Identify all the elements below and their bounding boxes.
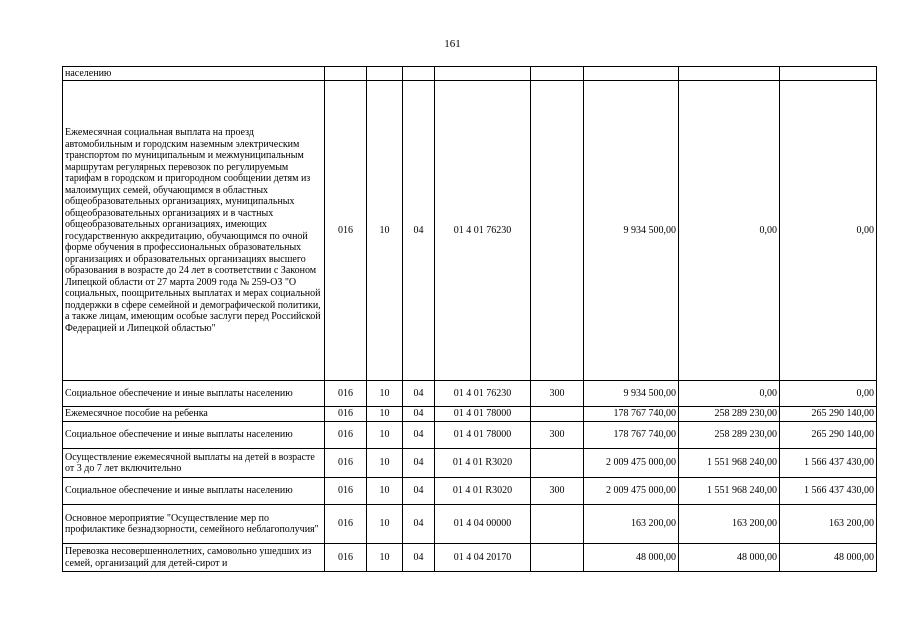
cell-section: 10 xyxy=(367,544,403,572)
cell-amount-2: 0,00 xyxy=(679,81,780,381)
cell-amount-2: 258 289 230,00 xyxy=(679,407,780,422)
cell-amount-3: 0,00 xyxy=(780,81,877,381)
cell-expense-type: 300 xyxy=(531,422,584,449)
cell-expense-type xyxy=(531,449,584,478)
cell-expense-type xyxy=(531,81,584,381)
cell-target-article: 01 4 01 R3020 xyxy=(435,478,531,505)
row-name: Социальное обеспечение и иные выплаты населению xyxy=(63,422,325,449)
cell-amount-2 xyxy=(679,67,780,81)
cell-amount-1: 2 009 475 000,00 xyxy=(584,449,679,478)
cell-amount-1: 178 767 740,00 xyxy=(584,407,679,422)
cell-amount-3: 265 290 140,00 xyxy=(780,422,877,449)
cell-ministry: 016 xyxy=(325,505,367,544)
table-row xyxy=(63,422,877,449)
cell-subsection: 04 xyxy=(403,81,435,381)
cell-amount-2: 0,00 xyxy=(679,381,780,407)
cell-section: 10 xyxy=(367,449,403,478)
cell-subsection: 04 xyxy=(403,505,435,544)
table-row xyxy=(63,381,877,407)
cell-amount-3: 1 566 437 430,00 xyxy=(780,478,877,505)
cell-expense-type xyxy=(531,67,584,81)
table-row xyxy=(63,81,877,381)
cell-section xyxy=(367,67,403,81)
cell-section: 10 xyxy=(367,381,403,407)
cell-ministry: 016 xyxy=(325,407,367,422)
page-number: 161 xyxy=(444,38,461,50)
table-row xyxy=(63,449,877,478)
cell-subsection: 04 xyxy=(403,449,435,478)
cell-section: 10 xyxy=(367,407,403,422)
cell-amount-2: 1 551 968 240,00 xyxy=(679,449,780,478)
cell-amount-2: 258 289 230,00 xyxy=(679,422,780,449)
cell-subsection: 04 xyxy=(403,407,435,422)
table-row xyxy=(63,544,877,572)
row-name: Осуществление ежемесячной выплаты на детей в возрасте от 3 до 7 лет включительно xyxy=(63,449,325,478)
cell-target-article: 01 4 01 76230 xyxy=(435,81,531,381)
cell-target-article xyxy=(435,67,531,81)
cell-ministry: 016 xyxy=(325,422,367,449)
table-row xyxy=(63,478,877,505)
table-row xyxy=(63,407,877,422)
cell-amount-3: 48 000,00 xyxy=(780,544,877,572)
cell-ministry: 016 xyxy=(325,544,367,572)
cell-section: 10 xyxy=(367,478,403,505)
cell-target-article: 01 4 04 00000 xyxy=(435,505,531,544)
cell-subsection: 04 xyxy=(403,544,435,572)
cell-ministry: 016 xyxy=(325,478,367,505)
cell-subsection: 04 xyxy=(403,478,435,505)
row-name: Основное мероприятие "Осуществление мер по профилактике безнадзорности, семейного неблагополучия" xyxy=(63,505,325,544)
cell-expense-type xyxy=(531,544,584,572)
cell-ministry: 016 xyxy=(325,81,367,381)
cell-amount-1 xyxy=(584,67,679,81)
cell-amount-1: 48 000,00 xyxy=(584,544,679,572)
cell-ministry: 016 xyxy=(325,381,367,407)
cell-expense-type xyxy=(531,407,584,422)
cell-amount-2: 48 000,00 xyxy=(679,544,780,572)
cell-amount-3: 0,00 xyxy=(780,381,877,407)
cell-ministry xyxy=(325,67,367,81)
table-row xyxy=(63,67,877,81)
cell-amount-3: 265 290 140,00 xyxy=(780,407,877,422)
cell-section: 10 xyxy=(367,505,403,544)
row-name: Социальное обеспечение и иные выплаты населению xyxy=(63,381,325,407)
row-name: Ежемесячная социальная выплата на проезд автомобильным и городским наземным электрическим транспортом по муниципальным и межмуниципальным маршрутам регулярных перевозок по регулируемым тарифам в городском и пригородном сообщении детям из малоимущих семей, обучающимся в областных общеобразовательных организациях, муниципальных общеобразовательных организациях и в частных общеобразовательных организациях, имеющих государственную аккредитацию, обучающимся по очной форме обучения в профессиональных образовательных организациях и образовательных организациях высшего образования в возрасте до 24 лет в соответствии с Законом Липецкой области от 27 марта 2009 года № 259-ОЗ "О социальных, поощрительных выплатах и мерах социальной поддержки в сфере семейной и демографической политики, а также лицам, имеющим особые заслуги перед Российской Федерацией и Липецкой областью" xyxy=(63,81,325,381)
cell-amount-3: 1 566 437 430,00 xyxy=(780,449,877,478)
budget-table xyxy=(62,66,877,572)
cell-amount-3 xyxy=(780,67,877,81)
cell-amount-2: 1 551 968 240,00 xyxy=(679,478,780,505)
cell-subsection xyxy=(403,67,435,81)
cell-ministry: 016 xyxy=(325,449,367,478)
cell-amount-1: 9 934 500,00 xyxy=(584,81,679,381)
cell-target-article: 01 4 01 76230 xyxy=(435,381,531,407)
cell-target-article: 01 4 01 78000 xyxy=(435,407,531,422)
cell-subsection: 04 xyxy=(403,422,435,449)
cell-expense-type xyxy=(531,505,584,544)
cell-amount-1: 9 934 500,00 xyxy=(584,381,679,407)
row-name: Ежемесячное пособие на ребенка xyxy=(63,407,325,422)
table-row xyxy=(63,505,877,544)
cell-amount-3: 163 200,00 xyxy=(780,505,877,544)
cell-amount-1: 2 009 475 000,00 xyxy=(584,478,679,505)
cell-expense-type: 300 xyxy=(531,381,584,407)
cell-expense-type: 300 xyxy=(531,478,584,505)
cell-amount-2: 163 200,00 xyxy=(679,505,780,544)
cell-target-article: 01 4 01 R3020 xyxy=(435,449,531,478)
cell-section: 10 xyxy=(367,422,403,449)
cell-target-article: 01 4 01 78000 xyxy=(435,422,531,449)
cell-target-article: 01 4 04 20170 xyxy=(435,544,531,572)
cell-amount-1: 178 767 740,00 xyxy=(584,422,679,449)
row-name: населению xyxy=(63,67,325,81)
cell-section: 10 xyxy=(367,81,403,381)
row-name: Перевозка несовершеннолетних, самовольно ушедших из семей, организаций для детей-сирот и xyxy=(63,544,325,572)
cell-amount-1: 163 200,00 xyxy=(584,505,679,544)
cell-subsection: 04 xyxy=(403,381,435,407)
row-name: Социальное обеспечение и иные выплаты населению xyxy=(63,478,325,505)
